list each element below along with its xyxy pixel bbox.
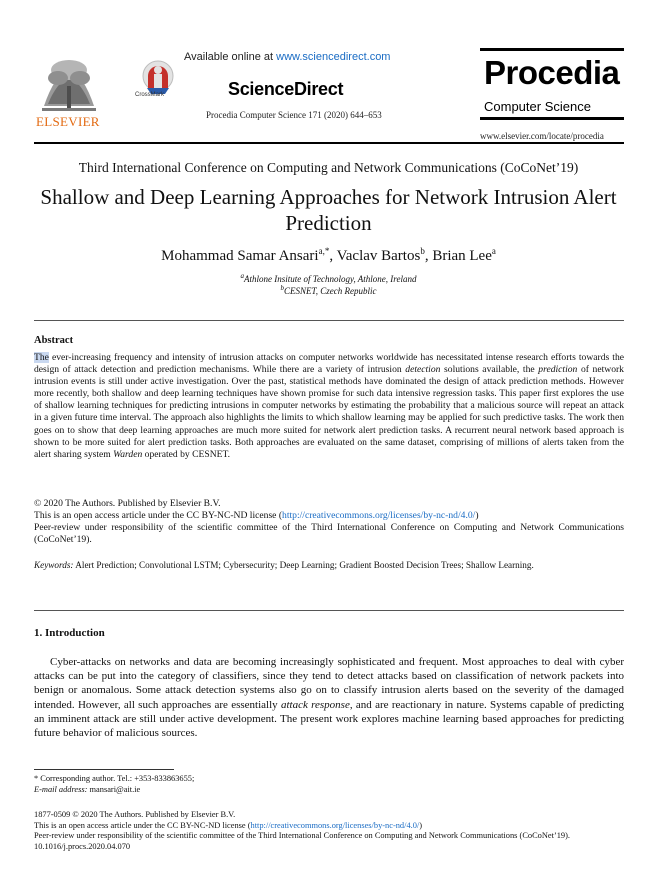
procedia-url-link[interactable]: www.elsevier.com/locate/procedia (480, 131, 604, 141)
affiliation: $^a$Athlone Insitute of Technology, Athlone, Ireland (240, 272, 417, 284)
available-online-line: Available online at www.sciencedirect.com (184, 51, 391, 63)
conference-name: Third International Conference on Computing and Network Communications (CoCoNet’19) (78, 160, 579, 175)
abstract-top-divider (34, 320, 624, 321)
crossmark-label: CrossMark (135, 92, 165, 98)
procedia-wordmark: Procedia (484, 54, 620, 91)
author-name: Brian Lee (432, 248, 492, 264)
author-name: Vaclav Bartos (336, 248, 421, 264)
peer-review-line: Peer-review under responsibility of the scientific committee of the Third International Conference on Computing and Network Communications (CoCoNet’19). (34, 522, 624, 545)
introduction-paragraph: Cyber-attacks on networks and data are becoming increasingly sophisticated and frequent. Most approaches to deal with cyber attacks can be put into the category of classifiers, since they tend to detect attacks based on classification of network packets into benign or anomalous. Some attack detection systems also go on to classify intrusion alerts based on the severity of the damaged intended. However, all such approaches are essentially attack response, and are reactionary in nature. Systems capable of predicting an imminent attack are still under active development. The present work explores machine learning based approaches for predicting future behavior of malicious sources. (34, 656, 625, 740)
procedia-bottom-bar (480, 117, 624, 120)
sciencedirect-wordmark: ScienceDirect (228, 79, 344, 99)
procedia-top-bar (480, 48, 624, 51)
footer-license-link[interactable]: http://creativecommons.org/licenses/by-nc-nd/4.0/ (250, 820, 420, 830)
license-link[interactable]: http://creativecommons.org/licenses/by-nc-nd/4.0/ (282, 510, 476, 521)
abstract-heading: Abstract (34, 335, 74, 346)
elsevier-wordmark: ELSEVIER (36, 114, 100, 129)
affiliation: $^b$CESNET, Czech Republic (280, 284, 377, 296)
issn-line: 1877-0509 © 2020 The Authors. Published by Elsevier B.V. (34, 810, 236, 819)
author-email[interactable]: mansari@ait.ie (87, 785, 141, 794)
author-sup: a,* (318, 246, 330, 256)
abstract-bottom-divider (34, 610, 624, 611)
license-line: This is an open access article under the CC BY-NC-ND license (http://creativecommons.org/licenses/by-nc-nd/4.0/) (34, 510, 479, 521)
copyright-block (34, 498, 624, 546)
author-name: Mohammad Samar Ansari (161, 248, 319, 264)
page-footer (34, 810, 624, 852)
keywords-line (34, 560, 624, 570)
footnote-divider (34, 769, 174, 770)
doi-line[interactable]: 10.1016/j.procs.2020.04.070 (34, 841, 131, 851)
footer-peer-review: Peer-review under responsibility of the scientific committee of the Third International Conference on Computing and Network Communications (CoCoNet’19). (34, 831, 571, 840)
abstract-body: The ever-increasing frequency and intensity of intrusion attacks on computer networks worldwide has necessitated intense research efforts towards the design of attack detection and prediction mechanisms. While there are a variety of intrusion detection solutions available, the prediction of network intrusion events is still under active investigation. Over the past, statistical methods have dominated the design of attack prediction methods. However more recently, both shallow and deep learning techniques have shown promise for such data intensive regression tasks. This paper first explores the use of shallow learning techniques for predicting intrusions in computer networks by estimating the probability that a malicious source will repeat an attack in a given future time interval. The approach also highlights the limits to which shallow learning may be applied for such predictive tasks. The work then goes on to show that deep learning approaches are much more suited for network alert prediction tasks. A recurrent neural network based approach is shown to be more suited for alert prediction tasks. Both approaches are evaluated on the same dataset, comprising of millions of alerts taken from the alert sharing system Warden operated by CESNET. (34, 352, 624, 460)
journal-header (34, 40, 624, 140)
paper-title: Shallow and Deep Learning Approaches for Network Intrusion Alert Prediction (40, 185, 617, 235)
author-sup: a (491, 246, 496, 256)
journal-reference: Procedia Computer Science 171 (2020) 644–653 (206, 110, 382, 120)
section-heading-introduction: 1. Introduction (34, 627, 105, 639)
text-highlight: The (34, 352, 49, 363)
footer-license-line: This is an open access article under the CC BY-NC-ND license (http://creativecommons.org/licenses/by-nc-nd/4.0/) (34, 820, 423, 830)
copyright-line: © 2020 The Authors. Published by Elsevier B.V. (34, 498, 221, 509)
header-divider (34, 142, 624, 144)
corresponding-author-footnote: * Corresponding author. Tel.: +353-833863655; E-mail address: mansari@ait.ie (34, 774, 195, 794)
author-list: Mohammad Samar Ansari$^{a,*}$, Vaclav Bartos$^b$, Brian Lee$^a$ (161, 246, 496, 264)
crossmark-icon[interactable] (134, 58, 182, 124)
keywords-list: Alert Prediction; Convolutional LSTM; Cybersecurity; Deep Learning; Gradient Boosted Decision Trees; Shallow Learning. (73, 560, 534, 570)
procedia-logo (480, 48, 624, 118)
keywords-label: Keywords: (34, 560, 74, 570)
sciencedirect-link[interactable]: www.sciencedirect.com (276, 51, 391, 63)
procedia-subtitle: Computer Science (484, 99, 591, 114)
author-sup: b (420, 246, 425, 256)
